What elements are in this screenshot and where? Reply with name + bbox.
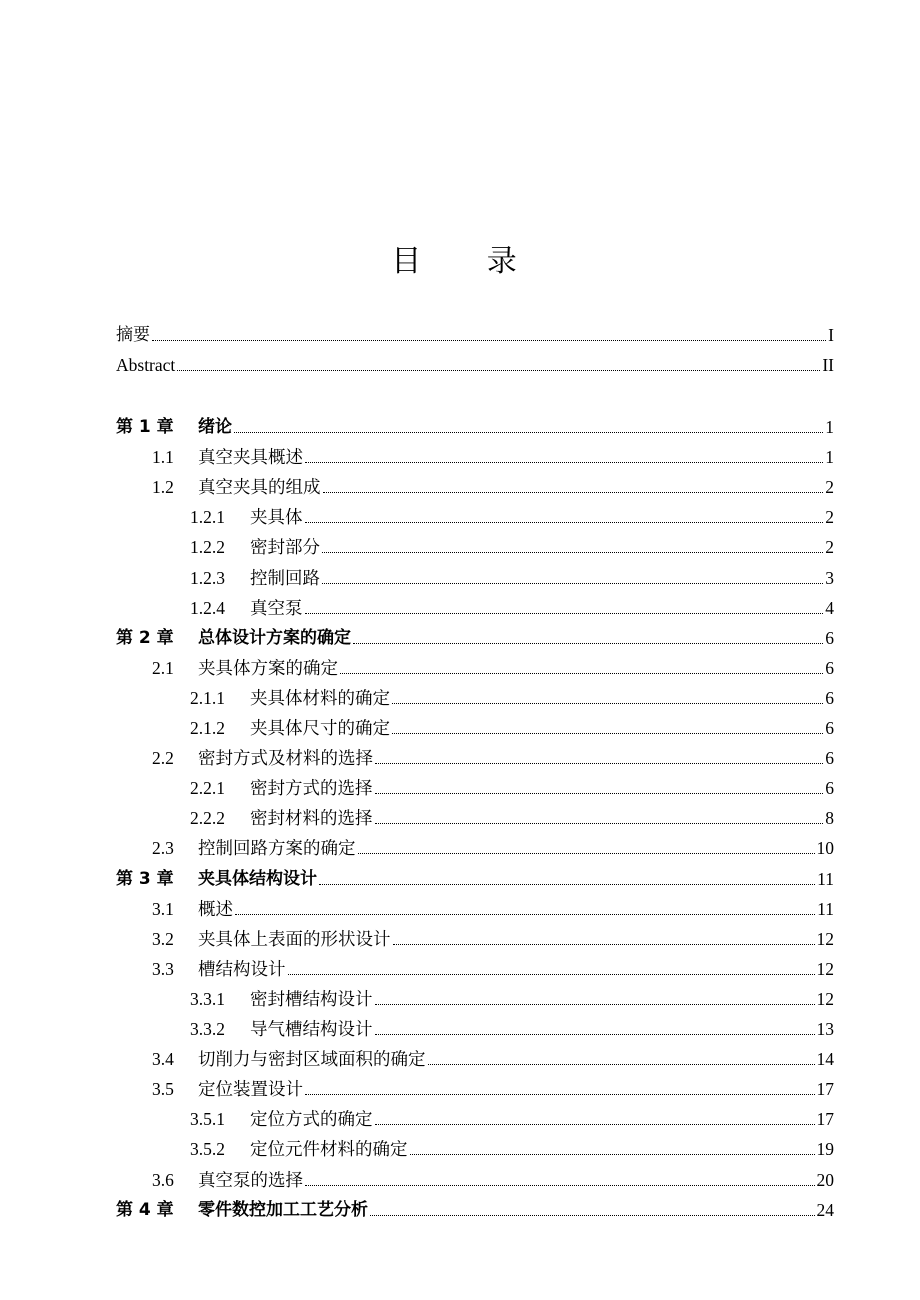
toc-chapter-row[interactable]	[116, 619, 834, 649]
dot-leader	[305, 1184, 815, 1186]
toc-entry-label	[116, 807, 373, 829]
toc-section-row[interactable]	[116, 1161, 834, 1191]
toc-entry-number: 1.2.2	[190, 537, 225, 558]
toc-entry-text: 零件数控加工工艺分析	[198, 1199, 368, 1220]
toc-entry-number: 第 3 章	[116, 868, 174, 889]
toc-entry-text: 真空夹具的组成	[198, 477, 321, 498]
toc-page-number: 2	[825, 537, 834, 558]
dot-leader	[340, 672, 823, 674]
toc-chapter-row[interactable]	[116, 408, 834, 438]
toc-entry-text: 切削力与密封区域面积的确定	[198, 1049, 426, 1070]
toc-subsection-row[interactable]	[116, 1100, 834, 1130]
toc-page-number: 2	[825, 477, 834, 498]
toc-entry-label	[116, 958, 286, 980]
toc-subsection-row[interactable]	[116, 1130, 834, 1160]
toc-page-number: 6	[825, 748, 834, 769]
dot-leader	[375, 1123, 815, 1125]
toc-entry-label	[116, 506, 303, 528]
dot-leader	[322, 582, 823, 584]
toc-entry-number: 2.3	[152, 838, 174, 859]
dot-leader	[410, 1153, 815, 1155]
toc-entry-label	[116, 416, 232, 438]
toc-page-number: 2	[825, 507, 834, 528]
toc-subsection-row[interactable]	[116, 709, 834, 739]
toc-page-number: 17	[816, 1109, 834, 1130]
toc-subsection-row[interactable]	[116, 799, 834, 829]
toc-entry-number: 3.5.2	[190, 1139, 225, 1160]
toc-section-row[interactable]	[116, 920, 834, 950]
toc-page-number: 6	[825, 718, 834, 738]
toc-entry-number: 2.2	[152, 748, 174, 769]
toc-entry-text: 密封方式及材料的选择	[198, 748, 373, 769]
dot-leader	[375, 1033, 815, 1035]
dot-leader	[370, 1214, 815, 1216]
toc-entry-label	[116, 536, 320, 558]
toc-page-number: II	[822, 355, 834, 375]
toc-entry-text: 夹具体材料的确定	[250, 687, 390, 708]
toc-entry-label	[116, 597, 303, 619]
toc-entry-text: 夹具体方案的确定	[198, 657, 338, 678]
toc-entry-number: 2.1.2	[190, 718, 225, 738]
toc-entry-label	[116, 1018, 373, 1040]
toc-section-row[interactable]	[116, 438, 834, 468]
dot-leader	[353, 642, 823, 644]
toc-entry-text: 密封槽结构设计	[250, 988, 373, 1009]
toc-entry-label	[116, 567, 320, 589]
toc-subsection-row[interactable]	[116, 589, 834, 619]
toc-page-number: 19	[816, 1139, 834, 1160]
toc-entry-text: 夹具体上表面的形状设计	[198, 928, 391, 949]
toc-entry-label	[116, 476, 321, 498]
toc-entry-text: 绪论	[198, 417, 232, 437]
dot-leader	[375, 792, 824, 794]
toc-section-row[interactable]	[116, 890, 834, 920]
dot-leader	[392, 732, 823, 734]
toc-chapter-row[interactable]	[116, 1191, 834, 1221]
toc-page-number: 20	[816, 1169, 834, 1190]
toc-subsection-row[interactable]	[116, 980, 834, 1010]
toc-entry-number: 1.1	[152, 447, 174, 468]
toc-page-number: 3	[825, 567, 834, 588]
toc-entry-text: 密封部分	[250, 537, 320, 558]
dot-leader	[305, 1093, 815, 1095]
toc-page-number: 14	[816, 1049, 834, 1070]
toc-entry-number: 第 1 章	[116, 417, 174, 437]
toc-entry-number: 1.2	[152, 477, 174, 498]
dot-leader	[152, 339, 826, 341]
dot-leader	[288, 973, 815, 975]
toc-row-abstract-en[interactable]	[116, 346, 834, 376]
toc-page-number: 12	[816, 928, 834, 949]
toc-section-row[interactable]	[116, 829, 834, 859]
toc-page-number: 11	[817, 868, 834, 889]
dot-leader	[428, 1063, 815, 1065]
toc-section-row[interactable]	[116, 649, 834, 679]
toc-page-number: 4	[825, 597, 834, 618]
toc-page-number: 6	[825, 657, 834, 678]
toc-entry-number: 3.3	[152, 958, 174, 979]
toc-subsection-row[interactable]	[116, 528, 834, 558]
toc-subsection-row[interactable]	[116, 769, 834, 799]
toc-page-number: 10	[816, 838, 834, 859]
dot-leader	[375, 762, 823, 764]
toc-page-number: 6	[825, 627, 834, 648]
toc-entry-text: 导气槽结构设计	[250, 1019, 373, 1039]
toc-entry-number: 3.3.2	[190, 1019, 225, 1039]
toc-page-number: I	[828, 325, 834, 345]
toc-entry-text: 槽结构设计	[198, 958, 286, 979]
toc-page-number: 12	[816, 988, 834, 1009]
toc-subsection-row[interactable]	[116, 1010, 834, 1040]
toc-subsection-row[interactable]	[116, 679, 834, 709]
page-title: 目 录	[391, 244, 545, 279]
toc-page-number: 1	[825, 417, 834, 437]
toc-entry-text: 定位装置设计	[198, 1079, 303, 1100]
toc-entry-number: 3.4	[152, 1049, 174, 1070]
toc-page-number: 12	[816, 958, 834, 979]
toc-section-row[interactable]	[116, 739, 834, 769]
toc-entry-number: 3.5	[152, 1079, 174, 1100]
toc-chapter-row[interactable]	[116, 860, 834, 890]
toc-entry-number: 3.1	[152, 898, 174, 919]
dot-leader	[323, 491, 824, 493]
toc-entry-text: 密封材料的选择	[250, 808, 373, 829]
dot-leader	[319, 883, 815, 885]
toc-entry-number: 3.5.1	[190, 1109, 225, 1130]
dot-leader	[235, 913, 815, 915]
toc-entry-label	[116, 446, 303, 468]
toc-section-row[interactable]	[116, 1070, 834, 1100]
toc-entry-label	[116, 837, 356, 859]
toc-entry-number: 1.2.4	[190, 597, 225, 618]
toc-entry-number: 2.2.2	[190, 808, 225, 829]
dot-leader	[305, 521, 824, 523]
toc-entry-label	[116, 1199, 368, 1221]
toc-entry-text: 摘要	[116, 325, 150, 345]
toc-entry-label	[116, 687, 390, 709]
dot-leader	[177, 369, 820, 371]
toc-subsection-row[interactable]	[116, 498, 834, 528]
toc-entry-label	[116, 868, 317, 890]
toc-entry-number: 2.1.1	[190, 687, 225, 708]
toc-entry-number: 2.2.1	[190, 778, 225, 799]
toc-entry-text: 真空夹具概述	[198, 447, 303, 468]
dot-leader	[322, 551, 823, 553]
toc-entry-number: 3.6	[152, 1169, 174, 1190]
dot-leader	[305, 461, 823, 463]
toc-entry-label	[116, 928, 391, 950]
toc-entry-text: 夹具体尺寸的确定	[250, 718, 390, 738]
toc-entry-text: 夹具体结构设计	[198, 868, 317, 889]
toc-page-number: 8	[825, 808, 834, 829]
dot-leader	[375, 1003, 815, 1005]
toc-entry-number: 3.2	[152, 928, 174, 949]
toc-entry-text: 控制回路方案的确定	[198, 838, 356, 859]
dot-leader	[375, 822, 824, 824]
toc-page-number: 13	[816, 1019, 834, 1039]
toc-entry-label	[116, 988, 373, 1010]
toc-entry-label	[116, 1048, 426, 1070]
toc-entry-label	[116, 1078, 303, 1100]
dot-leader	[234, 431, 823, 433]
toc-entry-label	[116, 717, 390, 739]
dot-leader	[358, 852, 815, 854]
toc-section-row[interactable]	[116, 950, 834, 980]
toc-entry-number: 1.2.3	[190, 567, 225, 588]
toc-entry-text: 定位元件材料的确定	[250, 1139, 408, 1160]
toc-entry-label	[116, 1138, 408, 1160]
dot-leader	[305, 612, 824, 614]
toc-entry-text: 控制回路	[250, 567, 320, 588]
toc-entry-number: 第 4 章	[116, 1199, 174, 1220]
toc-page-number: 6	[825, 687, 834, 708]
toc-page-number: 24	[816, 1199, 834, 1220]
toc-entry-label	[116, 747, 373, 769]
toc-entry-label	[116, 657, 338, 679]
dot-leader	[393, 943, 815, 945]
toc-section-row[interactable]	[116, 468, 834, 498]
toc-entry-label	[116, 1108, 373, 1130]
toc-entry-text: 定位方式的确定	[250, 1109, 373, 1130]
toc-page-number: 17	[816, 1079, 834, 1100]
toc-entry-text: 密封方式的选择	[250, 778, 373, 799]
toc-section-row[interactable]	[116, 1040, 834, 1070]
toc-entry-number: 2.1	[152, 657, 174, 678]
toc-entry-text: 真空泵的选择	[198, 1169, 303, 1190]
toc-entry-text: 真空泵	[250, 597, 303, 618]
toc-entry-text: 夹具体	[250, 507, 303, 528]
toc-entry-number: 3.3.1	[190, 988, 225, 1009]
toc-entry-number: 1.2.1	[190, 507, 225, 528]
toc-row-abstract-cn[interactable]	[116, 316, 834, 346]
toc-entry-text: 总体设计方案的确定	[198, 627, 351, 648]
toc-entry-label	[116, 898, 233, 920]
toc-entry-number: 第 2 章	[116, 627, 174, 648]
toc-page-number: 6	[825, 778, 834, 799]
toc-entry-text: Abstract	[116, 355, 176, 375]
toc-entry-label	[116, 1169, 303, 1191]
toc-page-number: 1	[825, 447, 834, 468]
toc-entry-label	[116, 627, 351, 649]
dot-leader	[392, 702, 823, 704]
toc-entry-label	[116, 777, 373, 799]
toc-subsection-row[interactable]	[116, 559, 834, 589]
toc-entry-text: 概述	[198, 898, 233, 919]
toc-page-number: 11	[817, 898, 834, 919]
